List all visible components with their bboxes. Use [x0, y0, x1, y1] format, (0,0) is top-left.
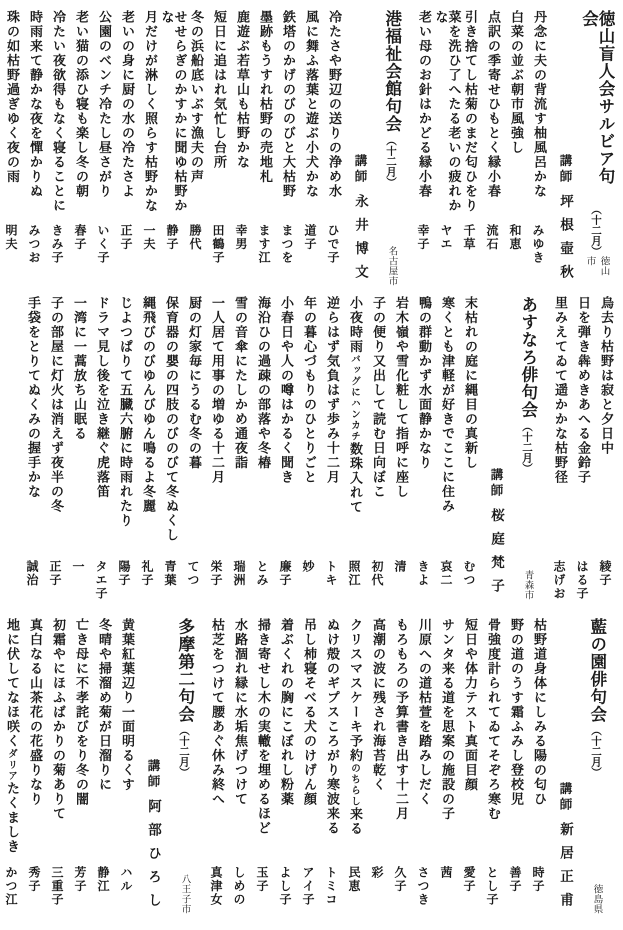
poem-text: 短日や体力テスト真面目顔: [462, 618, 477, 792]
poem-column: [113, 296, 136, 604]
poem-text: 一湾に一蒿放ち山眠る: [71, 296, 86, 441]
section-title-column: [581, 618, 612, 918]
author-name: トミコ: [324, 866, 338, 907]
author-name: 妙: [301, 560, 315, 574]
lecturer-label: 講師: [353, 154, 368, 185]
author-name: きみ子: [50, 224, 64, 265]
poem-text: ドラマ見し後を泣き継ぐ虎落笛: [94, 296, 109, 499]
poem-column: [184, 10, 207, 290]
author-name: 流石: [485, 224, 499, 251]
band-2: [21, 296, 617, 604]
author-name: きよ: [416, 560, 430, 587]
author-name: 幸男: [234, 224, 248, 251]
lecturer-label: 講師: [146, 758, 161, 790]
author-name: 一: [71, 560, 85, 574]
author-name: てつ: [186, 560, 200, 587]
author-name: いく子: [96, 224, 110, 265]
lecturer-label: 講師: [558, 782, 573, 813]
poem-column: [205, 618, 228, 918]
poem-text: 月だけが淋しく照らす枯野かな: [142, 10, 157, 213]
poem-text: 骨強度計られてゐてそぞろ寒む: [485, 618, 500, 821]
poem-column: [412, 10, 435, 290]
poem-text: じよつぱりて五臓六腑に時雨れたり: [117, 296, 132, 528]
section-title-column: [512, 296, 543, 604]
poem-part: ダリア: [6, 748, 17, 782]
poem-column: [251, 618, 274, 918]
lecturer-name: 阿部ひろし: [145, 798, 161, 916]
poem-column: [228, 296, 251, 604]
poem-text: せせらぎのかすかに聞ゆ枯野かな: [158, 10, 187, 213]
poem-column: [230, 10, 253, 290]
poem-column: [67, 296, 90, 604]
poem-column: [320, 618, 343, 918]
poem-text: 吊し柿寝そべる犬のけげん顔: [301, 618, 316, 807]
poem-column: [276, 10, 299, 290]
author-name: 瑞洲: [232, 560, 246, 587]
author-name: まつを: [280, 224, 294, 265]
poem-text: 子の便り又出して読む日向ぼこ: [370, 296, 385, 499]
author-name: むつ: [462, 560, 476, 587]
section-month-label: （十二月）: [385, 134, 397, 187]
lecturer-block: [350, 154, 370, 288]
author-name: 芳子: [73, 866, 87, 893]
poem-text: 冷たさや野辺の送りの浄め水: [326, 10, 341, 199]
poem-text: 枯野道身体にしみる陽の匂ひ: [531, 618, 546, 807]
author-name: 春子: [73, 224, 87, 251]
author-name: 栄子: [209, 560, 223, 587]
poem-text: 真白なる山茶花の花盛りなり: [27, 618, 42, 807]
poem-text: 日を弾き犇めきあへる金鈴子: [575, 296, 590, 485]
author-name: はる子: [575, 560, 589, 601]
poem-column: [322, 10, 345, 290]
poem-column: [504, 618, 527, 918]
poem-part: のちらし: [349, 763, 360, 807]
poem-column: [432, 10, 461, 290]
poem-column: [481, 618, 504, 918]
author-name: しめの: [232, 866, 246, 907]
author-name: トキ: [324, 560, 338, 587]
poem-text: 風に舞ふ落葉と遊ぶ小犬かな: [303, 10, 318, 199]
poem-part: 来る: [347, 807, 362, 836]
poem-text: 寒くとも津軽が好きでここに住み: [439, 296, 454, 514]
poem-column: [92, 618, 115, 918]
poem-column: [21, 296, 44, 604]
poem-column: [412, 618, 435, 918]
poem-column: [0, 618, 23, 918]
lecturer-label: 講師: [558, 154, 573, 185]
author-name: 秀子: [27, 866, 41, 893]
poem-column: [343, 618, 366, 918]
author-name: 照江: [347, 560, 361, 587]
lecturer-name: 坪根壺秋: [557, 194, 573, 288]
author-name: 正子: [119, 224, 133, 251]
poem-column: [320, 296, 343, 604]
poem-column: [251, 296, 274, 604]
author-name: よし子: [278, 866, 292, 907]
author-name: 時子: [531, 866, 545, 893]
poem-text: 老いの身に厨の水の冷たさよ: [119, 10, 134, 199]
poem-column: [297, 296, 320, 604]
poem-text: 枯芝をつけて腰あぐ休み終へ: [209, 618, 224, 807]
poem-column: [69, 618, 92, 918]
poem-column: [594, 296, 617, 604]
author-name: かつ江: [4, 866, 18, 907]
poem-text: もろもろの予算書き出す十二月: [393, 618, 408, 821]
poem-part: 数珠入れて: [347, 442, 362, 515]
author-name: 民恵: [347, 866, 361, 893]
lecturer-block: [486, 468, 506, 602]
poem-column: [115, 618, 138, 918]
poem-text: 厨の灯家毎にうるむ冬の暮: [186, 296, 201, 470]
section-city-label: 青森市: [522, 570, 534, 600]
section-city-label: 八王子市: [179, 874, 191, 914]
poem-part: 小夜時雨: [347, 296, 362, 354]
section-title: 多摩第二句会: [175, 618, 195, 723]
poem-text: 雪の音傘にたしかめ通夜詣: [232, 296, 247, 470]
poem-text: 冬の浜船底いぶす漁夫の声: [188, 10, 203, 184]
author-name: 田鶴子: [211, 224, 225, 265]
poem-text: [348, 296, 361, 560]
author-name: 廉子: [278, 560, 292, 587]
lecturer-block: [555, 154, 575, 288]
poem-column: [23, 618, 46, 918]
poem-text: 時雨来て静かな夜を憚かりぬ: [27, 10, 42, 199]
poem-text: 川原への道枯萱を踏みしだく: [416, 618, 431, 807]
poem-text: 点訳の季寄せひもとく縁小春: [485, 10, 500, 199]
lecturer-column: [552, 618, 578, 918]
lecturer-column: [140, 618, 166, 918]
author-name: 陽子: [117, 560, 131, 587]
poem-column: [207, 10, 230, 290]
author-name: 静子: [165, 224, 179, 251]
poem-text: 鉄塔のかげのびのびと大枯野: [280, 10, 295, 199]
poem-text: 老い母のお針はかどる縁小春: [416, 10, 431, 199]
poem-column: [90, 296, 113, 604]
lecturer-label: 講師: [489, 468, 504, 499]
author-name: 茜: [439, 866, 453, 880]
author-name: みつお: [27, 224, 41, 265]
section-title: 徳山盲人会サルビア句会: [579, 10, 615, 185]
poem-text: 小春日や人の噂はかるく聞き: [278, 296, 293, 485]
lecturer-name: 永井博文: [352, 194, 368, 288]
lecturer-name: 新居正甫: [557, 822, 573, 916]
section-month-label: （十二月）: [590, 203, 602, 257]
poem-part: 地に伏してなほ咲く: [4, 618, 19, 749]
poem-column: [299, 10, 322, 290]
author-name: 玉子: [255, 866, 269, 893]
author-name: 静江: [96, 866, 110, 893]
author-name: みゆき: [531, 224, 545, 265]
poem-text: サンタ来る道を思案の施設の子: [439, 618, 454, 821]
author-name: タエ子: [94, 560, 108, 601]
poem-text: 子の部屋に灯火は消えず夜半の冬: [48, 296, 63, 514]
poem-text: 縄飛びのびゆんびゆん鳴るよ冬麗: [140, 296, 155, 514]
poem-text: 里みえてゐて遥かかな枯野径: [552, 296, 567, 485]
poem-text: 末枯れの庭に縄目の真新し: [462, 296, 477, 470]
poem-text: 菜を洗ひ了へたる老いの疲れかな: [432, 10, 461, 213]
poem-text: 冷たい夜欲得もなく寝ることに: [50, 10, 65, 213]
poem-column: [481, 10, 504, 290]
author-name: 礼子: [140, 560, 154, 587]
author-name: 久子: [393, 866, 407, 893]
poem-column: [138, 10, 161, 290]
author-name: 明夫: [4, 224, 18, 251]
poem-text: 白菜の並ぶ朝市風強し: [508, 10, 523, 155]
poem-column: [23, 10, 46, 290]
poem-text: 公園のベンチ冷たし昼さがり: [96, 10, 111, 199]
poem-column: [274, 618, 297, 918]
author-name: とし子: [485, 866, 499, 907]
section-title-column: [376, 10, 407, 290]
lecturer-block: [555, 782, 575, 916]
poem-column: [458, 10, 481, 290]
poem-text: 初霜やにほふばかりの菊ありて: [50, 618, 65, 821]
poem-column: [46, 618, 69, 918]
poem-part: バッグにハンカチ: [349, 354, 360, 442]
author-name: 綾子: [598, 560, 612, 587]
poem-part: たくましき: [4, 781, 19, 854]
section-title: 港福祉会館句会: [382, 10, 402, 133]
poem-text: 年の暮心づもりのひとりごと: [301, 296, 316, 485]
poem-text: 引き捨てし枯菊のまだ匂ひをり: [462, 10, 477, 213]
poem-text: 珠の如枯野過ぎゆく夜の雨: [4, 10, 19, 184]
poem-column: [571, 296, 594, 604]
author-name: 道子: [303, 224, 317, 251]
poem-text: 手袋をとりてぬくみの握手かな: [25, 296, 40, 499]
poem-part: クリスマスケーキ予約: [347, 618, 362, 763]
poem-text: 老い猫の添ひ寝も楽し冬の朝: [73, 10, 88, 199]
poem-text: 水路涸れ縁に水垢焦げつけて: [232, 618, 247, 807]
poem-text: 丹念に夫の背流す柚風呂かな: [531, 10, 546, 199]
author-name: 愛子: [462, 866, 476, 893]
lecturer-name: 桜庭梵子: [488, 508, 504, 602]
poem-text: 黄葉紅葉辺り一面明るくす: [119, 618, 134, 792]
author-name: ひで子: [326, 224, 340, 265]
section-title: 藍の園俳句会: [587, 618, 607, 723]
author-name: 勝代: [188, 224, 202, 251]
poem-column: [69, 10, 92, 290]
poem-text: 高潮の波に残され海苔乾く: [370, 618, 385, 792]
author-name: アイ子: [301, 866, 315, 907]
poem-column: [115, 10, 138, 290]
poem-text: ぬけ殻のギプスころがり寒波来る: [324, 618, 339, 836]
poem-column: [343, 296, 366, 604]
section-city-label: 徳島県: [591, 884, 603, 914]
poem-column: [389, 618, 412, 918]
poem-column: [366, 296, 389, 604]
section-city-label: 徳山市: [584, 256, 610, 277]
poem-text: 一人居て用事の増ゆる十二月: [209, 296, 224, 485]
poem-column: [435, 296, 458, 604]
poem-text: [5, 618, 18, 866]
author-name: 誠治: [25, 560, 39, 587]
poem-column: [458, 618, 481, 918]
poem-column: [389, 296, 412, 604]
poem-column: [435, 618, 458, 918]
poem-text: 鹿遊ぶ若草山も枯野かな: [234, 10, 249, 170]
author-name: とみ: [255, 560, 269, 587]
poem-text: 冬晴や掃溜め菊が日溜りに: [96, 618, 111, 792]
author-name: 彩: [370, 866, 384, 880]
band-1: [0, 10, 617, 290]
section-title-column: [169, 618, 200, 918]
poem-text: 墨跡もうすれ枯野の売地札: [257, 10, 272, 184]
poem-column: [297, 618, 320, 918]
lecturer-block: [143, 759, 163, 917]
poem-column: [205, 296, 228, 604]
author-name: さつき: [416, 866, 430, 907]
section-city-label: 名古屋市: [386, 246, 398, 286]
poem-text: 亡き母に不孝詫びをり冬の闇: [73, 618, 88, 807]
lecturer-column: [483, 296, 509, 604]
poem-text: 烏去り枯野は寂と夕日中: [598, 296, 613, 456]
poem-text: 掃き寄せし木の実轍を埋めるほど: [255, 618, 270, 836]
lecturer-column: [347, 10, 373, 290]
poem-column: [136, 296, 159, 604]
author-name: 志げお: [552, 560, 566, 601]
author-name: ヤエ: [439, 224, 453, 251]
author-name: 幸子: [416, 224, 430, 251]
author-name: 哀二: [439, 560, 453, 587]
poem-column: [274, 296, 297, 604]
poem-column: [44, 296, 67, 604]
poem-column: [159, 296, 182, 604]
author-name: 青葉: [163, 560, 177, 587]
author-name: ハル: [119, 866, 133, 893]
author-name: 三重子: [50, 866, 64, 907]
author-name: 初代: [370, 560, 384, 587]
poem-column: [527, 10, 550, 290]
poem-text: 着ぶくれの胸にこぼれし粉薬: [278, 618, 293, 807]
author-name: 真津女: [209, 866, 223, 907]
poem-text: 逆らはず気負はず歩み十二月: [324, 296, 339, 485]
band-3: [0, 618, 617, 918]
poem-column: [527, 618, 550, 918]
author-name: 千草: [462, 224, 476, 251]
lecturer-column: [552, 10, 578, 290]
poem-column: [46, 10, 69, 290]
poem-column: [158, 10, 187, 290]
poem-text: 短日に追はれ気忙し台所: [211, 10, 226, 170]
author-name: 清: [393, 560, 407, 574]
poem-column: [228, 618, 251, 918]
section-month-label: （十二月）: [178, 725, 190, 778]
poem-column: [458, 296, 481, 604]
poem-column: [504, 10, 527, 290]
poem-text: 保育器の嬰の四肢のびのびて冬ぬくし: [163, 296, 178, 543]
poem-text: 鴨の群動かず水面静かなり: [416, 296, 431, 470]
author-name: 善子: [508, 866, 522, 893]
poem-column: [253, 10, 276, 290]
poem-text: 海沿ひの過疎の部落や冬椿: [255, 296, 270, 470]
poem-text: 野の道のうす霜ふみし登校児: [508, 618, 523, 807]
poem-text: 岩木嶺や雪化粧して指呼に座し: [393, 296, 408, 499]
poem-text: [348, 618, 361, 866]
author-name: 一夫: [142, 224, 156, 251]
poem-column: [92, 10, 115, 290]
poem-column: [366, 618, 389, 918]
poem-column: [0, 10, 23, 290]
poem-column: [548, 296, 571, 604]
section-month-label: （十二月）: [590, 725, 602, 778]
author-name: 正子: [48, 560, 62, 587]
poem-column: [182, 296, 205, 604]
poem-column: [412, 296, 435, 604]
section-title: あすなろ俳句会: [518, 296, 538, 419]
section-title-column: [579, 10, 615, 290]
author-name: ます江: [257, 224, 271, 265]
author-name: 和恵: [508, 224, 522, 251]
section-month-label: （十二月）: [521, 420, 533, 473]
